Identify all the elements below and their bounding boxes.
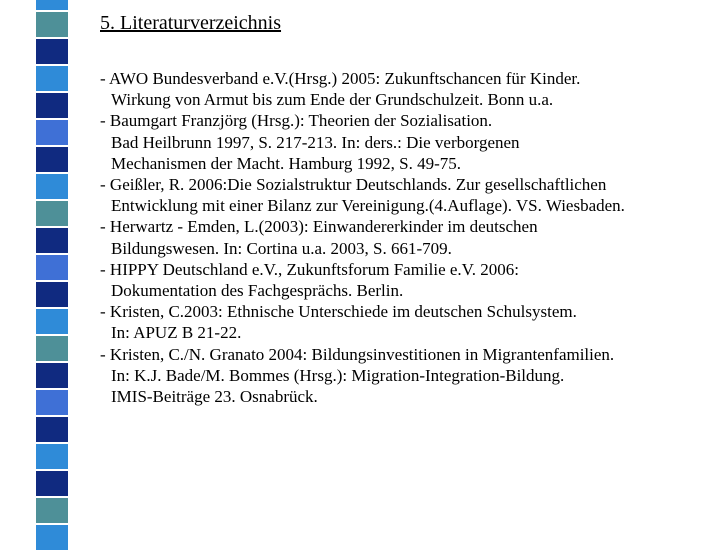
- reference-continuation-line: Entwicklung mit einer Bilanz zur Vereinigung.(4.Auflage). VS. Wiesbaden.: [111, 196, 625, 216]
- reference-first-line: - Kristen, C./N. Granato 2004: Bildungsinvestitionen in Migrantenfamilien.: [100, 344, 615, 364]
- stripe-square: [36, 282, 68, 307]
- reference-continuation-line: In: K.J. Bade/M. Bommes (Hrsg.): Migration-Integration-Bildung.: [111, 365, 565, 385]
- stripe-square: [36, 66, 68, 91]
- stripe-square: [36, 12, 68, 37]
- reference-continuation-line: Dokumentation des Fachgesprächs. Berlin.: [111, 281, 404, 301]
- stripe-square: [36, 417, 68, 442]
- decorative-square-stripe: [0, 0, 74, 540]
- stripe-square: [36, 525, 68, 550]
- stripe-square: [36, 336, 68, 361]
- stripe-square: [36, 309, 68, 334]
- stripe-square: [36, 498, 68, 523]
- reference-entry: [100, 259, 720, 301]
- reference-continuation-line: Wirkung von Armut bis zum Ende der Grundschulzeit. Bonn u.a.: [111, 90, 554, 110]
- reference-continuation-line: IMIS-Beiträge 23. Osnabrück.: [111, 387, 318, 407]
- reference-first-line: - Herwartz - Emden, L.(2003): Einwandererkinder im deutschen: [100, 217, 538, 237]
- stripe-square: [36, 363, 68, 388]
- stripe-square: [36, 228, 68, 253]
- stripe-square: [36, 147, 68, 172]
- reference-continuation-line: Mechanismen der Macht. Hamburg 1992, S. 49-75.: [111, 153, 462, 173]
- reference-entry: [100, 68, 720, 110]
- stripe-square: [36, 120, 68, 145]
- reference-first-line: - HIPPY Deutschland e.V., Zukunftsforum Familie e.V. 2006:: [100, 259, 519, 279]
- reference-first-line: - Geißler, R. 2006:Die Sozialstruktur Deutschlands. Zur gesellschaftlichen: [100, 175, 607, 195]
- stripe-square: [36, 444, 68, 469]
- reference-first-line: - AWO Bundesverband e.V.(Hrsg.) 2005: Zukunftschancen für Kinder.: [100, 69, 581, 88]
- reference-first-line: - Baumgart Franzjörg (Hrsg.): Theorien der Sozialisation.: [100, 111, 493, 131]
- reference-entry: [100, 110, 720, 174]
- reference-entry: [100, 174, 720, 216]
- reference-continuation-line: Bildungswesen. In: Cortina u.a. 2003, S. 661-709.: [111, 238, 452, 258]
- reference-list: [100, 68, 720, 407]
- stripe-square: [36, 255, 68, 280]
- stripe-square: [36, 174, 68, 199]
- reference-continuation-line: In: APUZ B 21-22.: [111, 323, 242, 343]
- reference-first-line: - Kristen, C.2003: Ethnische Unterschiede im deutschen Schulsystem.: [100, 302, 577, 322]
- reference-entry: [100, 216, 720, 258]
- reference-entry: [100, 301, 720, 343]
- stripe-square: [36, 39, 68, 64]
- stripe-square: [36, 0, 68, 10]
- stripe-square: [36, 390, 68, 415]
- reference-continuation-line: Bad Heilbrunn 1997, S. 217-213. In: ders.: Die verborgenen: [111, 132, 520, 152]
- stripe-square: [36, 93, 68, 118]
- reference-entry: [100, 344, 720, 408]
- page-title: 5. Literaturverzeichnis: [100, 12, 282, 34]
- stripe-square: [36, 471, 68, 496]
- stripe-square: [36, 201, 68, 226]
